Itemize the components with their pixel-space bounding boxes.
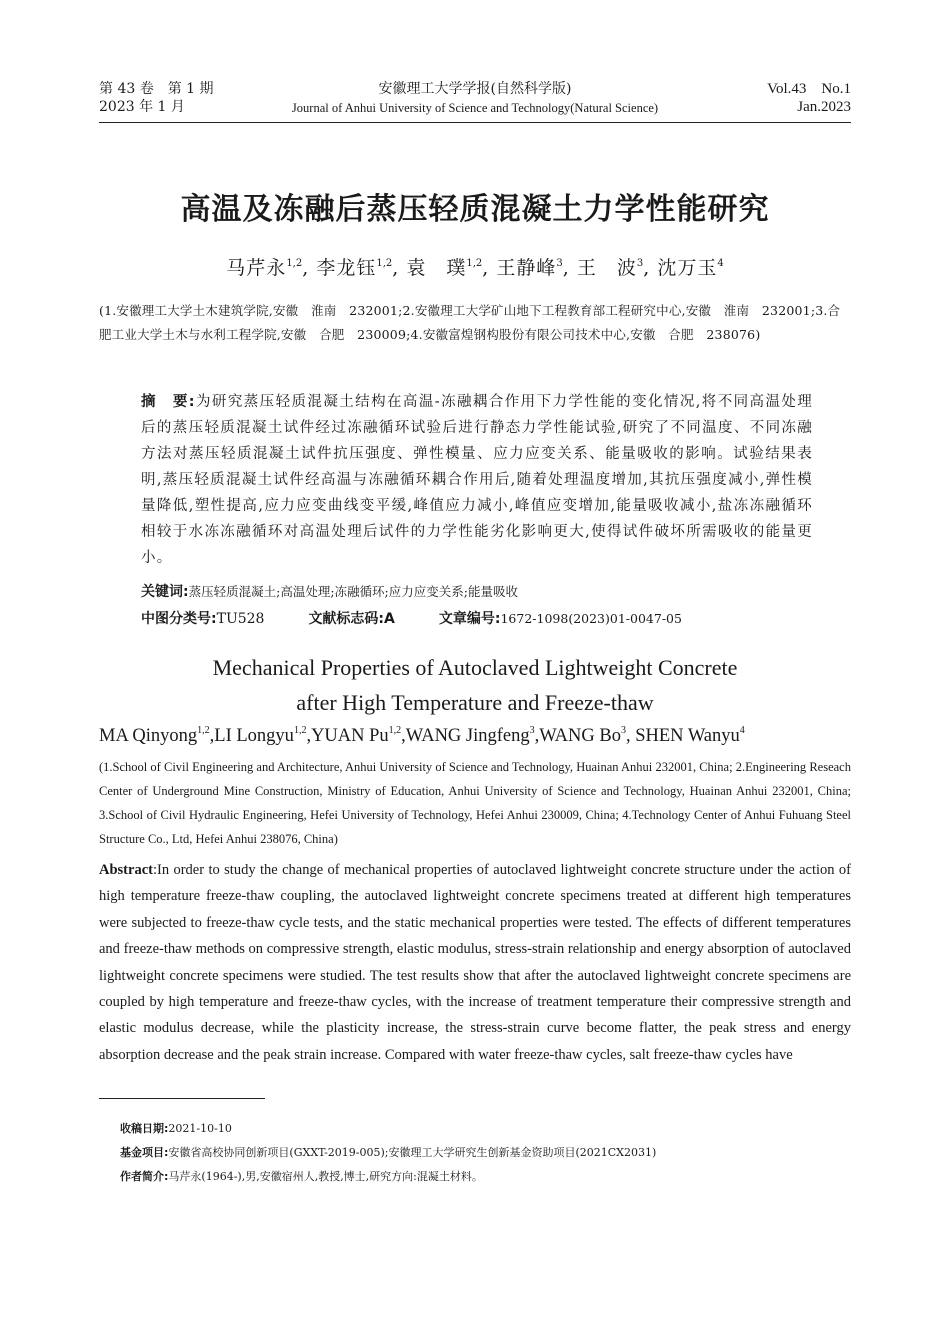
- doc-code-label: 文献标志码:: [308, 611, 385, 627]
- paper-title-en-line2: after High Temperature and Freeze-thaw: [296, 690, 654, 715]
- paper-title-en-line1: Mechanical Properties of Autoclaved Lightweight Concrete: [212, 655, 738, 680]
- keywords-cn: [141, 581, 841, 601]
- keywords-cn-label: 关键词:: [141, 584, 189, 600]
- footnote-fund: [120, 1144, 656, 1160]
- footnote-received: [120, 1120, 232, 1136]
- paper-title-cn: 高温及冻融后蒸压轻质混凝土力学性能研究: [180, 192, 770, 227]
- author-en: SHEN Wanyu$^4$: [635, 725, 745, 746]
- author-cn: 李龙钰$^{1,2}$,: [316, 257, 400, 279]
- author-en: LI Longyu$^{1,2}$,: [214, 725, 312, 746]
- received-label: 收稿日期:: [120, 1122, 169, 1135]
- abstract-en-label: Abstract: [99, 862, 153, 878]
- author-cn: 袁 璞$^{1,2}$,: [406, 257, 490, 279]
- affiliations-en: (1.School of Civil Engineering and Architecture, Anhui University of Science and Technology, Huainan Anhui 232001, China; 2.Engineering Reseach Center of Underground Mine Construction, Ministry of Education, Anhui University of Science and Technology, Huainan Anhui 232001, China; 3.School of Civil Hydraulic Engineering, Hefei University of Technology, Hefei Anhui 230009, China; 4.Technology Center of Anhui Fuhuang Steel Structure Co., Ltd, Hefei Anhui 238076, China): [99, 760, 851, 846]
- header-date-cn: 2023 年 1 月: [99, 99, 185, 115]
- clc-label: 中图分类号:: [141, 611, 217, 627]
- abstract-en-colon: :: [152, 862, 157, 878]
- classification-row: [141, 608, 841, 628]
- header-rule: [99, 122, 851, 123]
- author-list-cn: [99, 253, 851, 280]
- author-en: WANG Jingfeng$^3$,: [405, 725, 540, 746]
- keywords-cn-text: 蒸压轻质混凝土;高温处理;冻融循环;应力应变关系;能量吸收: [188, 584, 518, 599]
- author-cn: 沈万玉$^4$: [657, 257, 724, 279]
- author-en: MA Qinyong$^{1,2}$,: [99, 725, 215, 746]
- header-volume-issue: 第 43 卷 第 1 期: [99, 81, 214, 97]
- author-cn: 马芹永$^{1,2}$,: [226, 257, 310, 279]
- fund-value: 安徽省高校协同创新项目(GXXT-2019-005);安徽理工大学研究生创新基金资助项目(2021CX2031): [168, 1146, 657, 1159]
- author-en: YUAN Pu$^{1,2}$,: [311, 725, 406, 746]
- author-cn: 王静峰$^3$,: [496, 257, 570, 279]
- fund-label: 基金项目:: [120, 1146, 169, 1159]
- abstract-en: [99, 857, 851, 1068]
- author-cn: 王 波$^3$,: [576, 257, 651, 279]
- abstract-cn-label: 摘 要:: [141, 394, 196, 410]
- clc-value: TU528: [216, 611, 265, 627]
- footnote-author: [120, 1168, 483, 1184]
- affiliations-cn: (1.安徽理工大学土木建筑学院,安徽 淮南 232001;2.安徽理工大学矿山地下工程教育部工程研究中心,安徽 淮南 232001;3.合肥工业大学土木与水利工程学院,安徽 合肥 230009;4.安徽富煌钢构股份有限公司技术中心,安徽 合肥 238076): [99, 303, 841, 342]
- abstract-en-text: In order to study the change of mechanical properties of autoclaved lightweight concrete structure under the action of high temperature freeze-thaw coupling, the autoclaved lightweight concrete specimens treated at different high temperatures were subjected to freeze-thaw cycle tests, and the static mechanical properties were tested. The effects of different temperatures and freeze-thaw methods on compressive strength, elastic modulus, stress-strain relationship and energy absorption of autoclaved lightweight concrete specimens were studied. The test results show that after the autoclaved lightweight concrete specimens are coupled by high temperature and freeze-thaw cycles, with the increase of treatment temperature their compressive strength and elastic modulus decrease, while the plasticity increase, the stress-strain curve become flatter, the peak stress and energy absorption decrease and the peak strain increase. Compared with water freeze-thaw cycles, salt freeze-thaw cycles have: [99, 862, 851, 1063]
- article-no-label: 文章编号:: [438, 611, 501, 627]
- abstract-cn: [141, 389, 813, 571]
- author-bio-value: 马芹永(1964-),男,安徽宿州人,教授,博士,研究方向:混凝土材料。: [168, 1170, 483, 1183]
- journal-name-en: Journal of Anhui University of Science and Technology(Natural Science): [291, 101, 659, 115]
- footnote-rule: [99, 1098, 265, 1099]
- article-no-value: 1672-1098(2023)01-0047-05: [500, 611, 682, 626]
- header-volume-en: Vol.43 No.1: [767, 81, 851, 97]
- author-bio-label: 作者简介:: [120, 1170, 169, 1183]
- header-date-en: Jan.2023: [797, 99, 851, 115]
- author-en: WANG Bo$^3$,: [539, 725, 636, 746]
- abstract-cn-text: 为研究蒸压轻质混凝土结构在高温-冻融耦合作用下力学性能的变化情况,将不同高温处理后的蒸压轻质混凝土试件经过冻融循环试验后进行静态力学性能试验,研究了不同温度、不同冻融方法对蒸压轻质混凝土试件抗压强度、弹性模量、应力应变关系、能量吸收的影响。试验结果表明,蒸压轻质混凝土试件经高温与冻融循环耦合作用后,随着处理温度增加,其抗压强度减小,弹性模量降低,塑性提高,应力应变曲线变平缓,峰值应力减小,峰值应变增加,能量吸收减小,盐冻冻融循环相较于水冻冻融循环对高温处理后试件的力学性能劣化影响更大,使得试件破坏所需吸收的能量更小。: [141, 394, 813, 566]
- doc-code-value: A: [384, 611, 395, 627]
- journal-name-cn: 安徽理工大学学报(自然科学版): [378, 81, 572, 97]
- received-value: 2021-10-10: [168, 1122, 232, 1135]
- author-list-en: [99, 725, 859, 747]
